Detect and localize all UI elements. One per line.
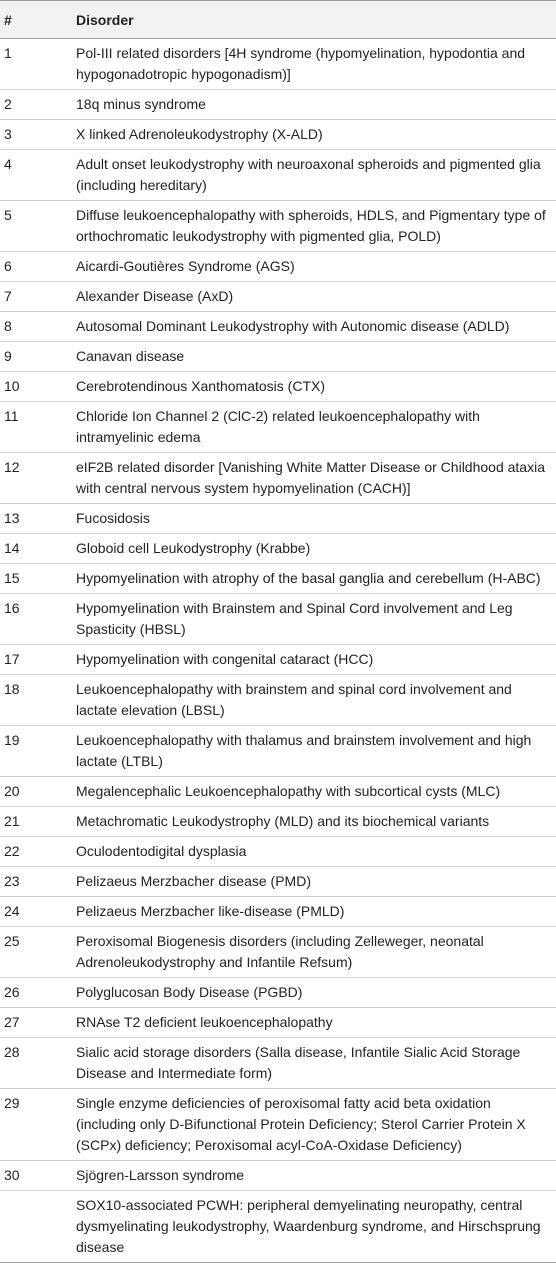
row-disorder: Oculodentodigital dysplasia	[76, 837, 556, 867]
row-disorder: Leukoencephalopathy with thalamus and brainstem involvement and high lactate (LTBL)	[76, 726, 556, 777]
header-number: #	[0, 1, 76, 39]
row-number: 20	[0, 777, 76, 807]
table-row	[0, 150, 556, 201]
row-number	[0, 1191, 76, 1263]
table-row	[0, 867, 556, 897]
row-disorder: Single enzyme deficiencies of peroxisomal fatty acid beta oxidation (including only D-Bifunctional Protein Deficiency; Sterol Carrier Protein X (SCPx) deficiency; Peroxisomal acyl-CoA-Oxidase Deficiency)	[76, 1089, 556, 1161]
row-disorder: Aicardi-Goutières Syndrome (AGS)	[76, 252, 556, 282]
row-number: 24	[0, 897, 76, 927]
row-disorder: Alexander Disease (AxD)	[76, 282, 556, 312]
table-row	[0, 453, 556, 504]
table-row	[0, 594, 556, 645]
row-number: 12	[0, 453, 76, 504]
row-number: 5	[0, 201, 76, 252]
table-body	[0, 39, 556, 1263]
row-disorder: Fucosidosis	[76, 504, 556, 534]
row-number: 29	[0, 1089, 76, 1161]
table-row	[0, 534, 556, 564]
row-number: 8	[0, 312, 76, 342]
table-row	[0, 372, 556, 402]
header-disorder: Disorder	[76, 1, 556, 39]
table-row	[0, 645, 556, 675]
row-disorder: Pol-III related disorders [4H syndrome (hypomyelination, hypodontia and hypogonadotropic hypogonadism)]	[76, 39, 556, 90]
table-row	[0, 39, 556, 90]
row-number: 15	[0, 564, 76, 594]
row-disorder: X linked Adrenoleukodystrophy (X-ALD)	[76, 120, 556, 150]
row-number: 16	[0, 594, 76, 645]
table-row	[0, 504, 556, 534]
table-row	[0, 777, 556, 807]
row-disorder: Hypomyelination with Brainstem and Spinal Cord involvement and Leg Spasticity (HBSL)	[76, 594, 556, 645]
row-number: 1	[0, 39, 76, 90]
table-row	[0, 282, 556, 312]
row-disorder: 18q minus syndrome	[76, 90, 556, 120]
row-number: 3	[0, 120, 76, 150]
table-row	[0, 837, 556, 867]
row-disorder: Diffuse leukoencephalopathy with spheroids, HDLS, and Pigmentary type of orthochromatic leukodystrophy with pigmented glia, POLD)	[76, 201, 556, 252]
table-row	[0, 564, 556, 594]
row-number: 14	[0, 534, 76, 564]
row-disorder: Pelizaeus Merzbacher disease (PMD)	[76, 867, 556, 897]
row-disorder: Cerebrotendinous Xanthomatosis (CTX)	[76, 372, 556, 402]
row-number: 26	[0, 978, 76, 1008]
table-row	[0, 90, 556, 120]
row-disorder: Globoid cell Leukodystrophy (Krabbe)	[76, 534, 556, 564]
header-row	[0, 1, 556, 39]
row-number: 11	[0, 402, 76, 453]
table-header	[0, 1, 556, 39]
row-disorder: SOX10-associated PCWH: peripheral demyelinating neuropathy, central dysmyelinating leukodystrophy, Waardenburg syndrome, and Hirschsprung disease	[76, 1191, 556, 1263]
row-disorder: Peroxisomal Biogenesis disorders (including Zelleweger, neonatal Adrenoleukodystrophy and Infantile Refsum)	[76, 927, 556, 978]
row-number: 21	[0, 807, 76, 837]
row-number: 6	[0, 252, 76, 282]
row-number: 9	[0, 342, 76, 372]
table-row	[0, 201, 556, 252]
row-number: 18	[0, 675, 76, 726]
row-disorder: Chloride Ion Channel 2 (ClC-2) related leukoencephalopathy with intramyelinic edema	[76, 402, 556, 453]
table-row	[0, 897, 556, 927]
table-row	[0, 1191, 556, 1263]
table-row	[0, 675, 556, 726]
table-row	[0, 402, 556, 453]
row-number: 4	[0, 150, 76, 201]
row-disorder: Sialic acid storage disorders (Salla disease, Infantile Sialic Acid Storage Disease and Intermediate form)	[76, 1038, 556, 1089]
table-row	[0, 978, 556, 1008]
table-row	[0, 1161, 556, 1191]
row-number: 27	[0, 1008, 76, 1038]
row-disorder: Pelizaeus Merzbacher like-disease (PMLD)	[76, 897, 556, 927]
row-disorder: eIF2B related disorder [Vanishing White Matter Disease or Childhood ataxia with central nervous system hypomyelination (CACH)]	[76, 453, 556, 504]
table-row	[0, 807, 556, 837]
row-number: 23	[0, 867, 76, 897]
row-disorder: Adult onset leukodystrophy with neuroaxonal spheroids and pigmented glia (including hereditary)	[76, 150, 556, 201]
row-disorder: Autosomal Dominant Leukodystrophy with Autonomic disease (ADLD)	[76, 312, 556, 342]
row-number: 13	[0, 504, 76, 534]
table-row	[0, 342, 556, 372]
table-row	[0, 1038, 556, 1089]
row-number: 10	[0, 372, 76, 402]
row-disorder: Canavan disease	[76, 342, 556, 372]
row-number: 7	[0, 282, 76, 312]
row-number: 22	[0, 837, 76, 867]
row-disorder: Metachromatic Leukodystrophy (MLD) and its biochemical variants	[76, 807, 556, 837]
row-disorder: Hypomyelination with congenital cataract (HCC)	[76, 645, 556, 675]
row-number: 28	[0, 1038, 76, 1089]
row-disorder: Sjögren-Larsson syndrome	[76, 1161, 556, 1191]
row-number: 25	[0, 927, 76, 978]
row-number: 2	[0, 90, 76, 120]
row-disorder: Leukoencephalopathy with brainstem and spinal cord involvement and lactate elevation (LBSL)	[76, 675, 556, 726]
row-disorder: Polyglucosan Body Disease (PGBD)	[76, 978, 556, 1008]
table-row	[0, 252, 556, 282]
row-number: 17	[0, 645, 76, 675]
table-row	[0, 120, 556, 150]
row-disorder: RNAse T2 deficient leukoencephalopathy	[76, 1008, 556, 1038]
table-row	[0, 927, 556, 978]
row-disorder: Megalencephalic Leukoencephalopathy with subcortical cysts (MLC)	[76, 777, 556, 807]
row-number: 19	[0, 726, 76, 777]
row-disorder: Hypomyelination with atrophy of the basal ganglia and cerebellum (H-ABC)	[76, 564, 556, 594]
table-row	[0, 1089, 556, 1161]
row-number: 30	[0, 1161, 76, 1191]
table-row	[0, 726, 556, 777]
table-row	[0, 312, 556, 342]
table-row	[0, 1008, 556, 1038]
